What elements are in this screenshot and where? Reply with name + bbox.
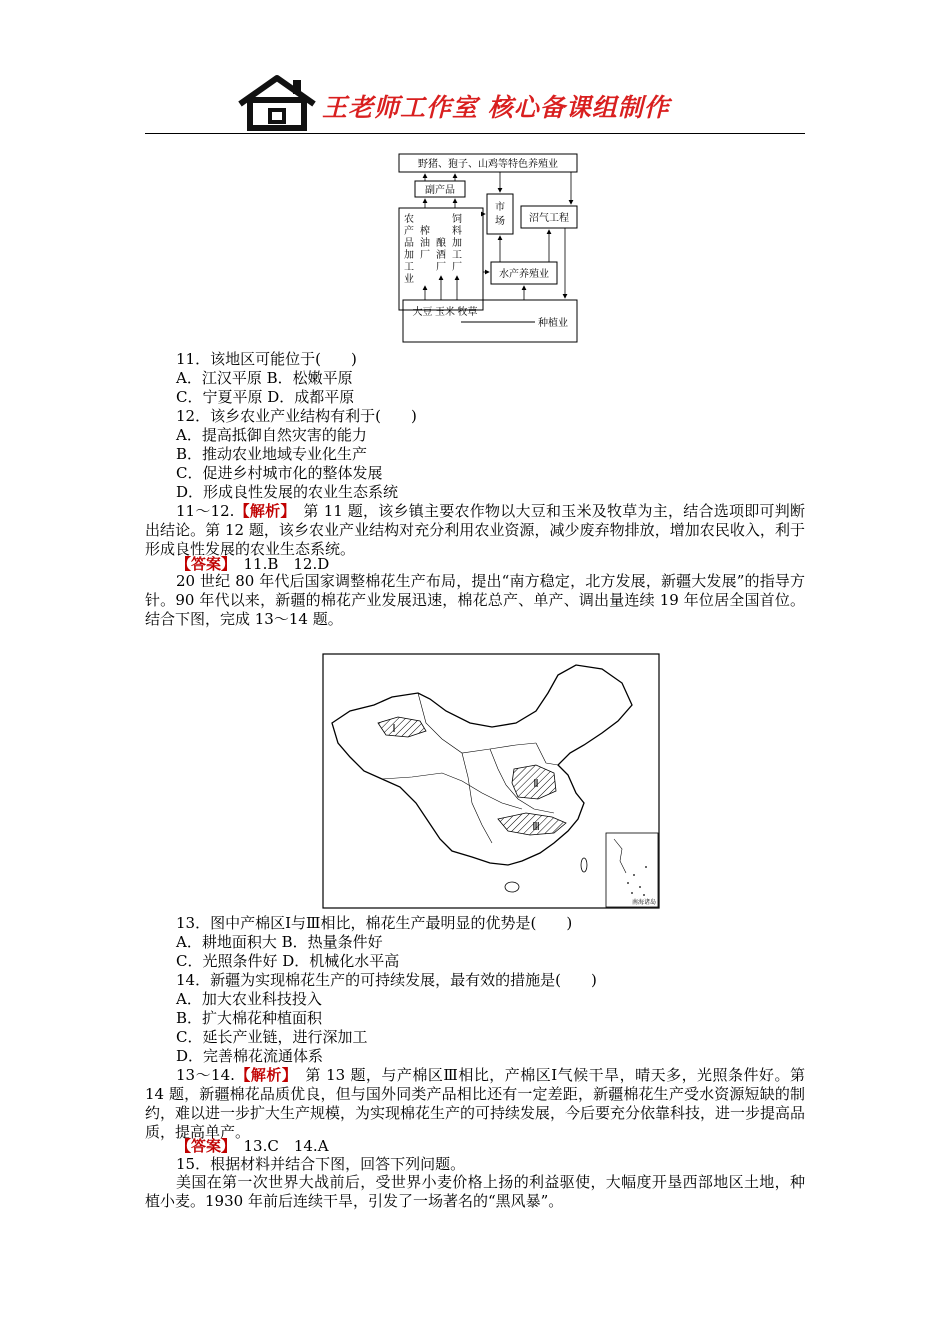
q13-stem: 13．图中产棉区Ⅰ与Ⅲ相比，棉花生产最明显的优势是( ) bbox=[176, 914, 573, 932]
flow-brew bbox=[436, 236, 446, 273]
q11-options-cd: C．宁夏平原 D．成都平原 bbox=[176, 388, 355, 406]
q14-option-b: B．扩大棉花种植面积 bbox=[176, 1009, 323, 1027]
header-brand: 王老师工作室 核心备课组制作 bbox=[322, 93, 670, 122]
q14-option-d: D．完善棉花流通体系 bbox=[176, 1047, 324, 1065]
svg-text:厂: 厂 bbox=[452, 262, 462, 273]
svg-text:场: 场 bbox=[495, 216, 505, 227]
svg-text:工: 工 bbox=[452, 250, 462, 261]
svg-text:产: 产 bbox=[404, 226, 414, 237]
analysis-tag-2: 【解析】 bbox=[234, 1066, 290, 1084]
svg-text:饲: 饲 bbox=[452, 214, 462, 225]
svg-text:榨: 榨 bbox=[420, 226, 430, 237]
svg-text:品: 品 bbox=[404, 238, 414, 249]
svg-text:农: 农 bbox=[404, 214, 414, 225]
svg-text:酒: 酒 bbox=[436, 250, 446, 261]
q12-option-b: B．推动农业地域专业化生产 bbox=[176, 445, 368, 463]
q14-option-c: C．延长产业链，进行深加工 bbox=[176, 1028, 368, 1046]
flow-biogas: 沼气工程 bbox=[529, 213, 569, 224]
q15-stem: 15．根据材料并结合下图，回答下列问题。 bbox=[176, 1155, 466, 1173]
q12-stem: 12．该乡农业产业结构有利于( ) bbox=[176, 407, 417, 425]
q15-material: 美国在第一次世界大战前后，受世界小麦价格上扬的利益驱使，大幅度开垦西部地区土地，种植小麦。1930 年前后连续干旱，引发了一场著名的“黑风暴”。 bbox=[145, 1173, 805, 1210]
flow-byproduct: 副产品 bbox=[425, 185, 455, 196]
svg-text:加: 加 bbox=[452, 238, 462, 249]
q11-options-ab: A．江汉平原 B．松嫩平原 bbox=[176, 369, 353, 387]
zone-3-label: Ⅲ bbox=[532, 821, 540, 833]
svg-text:市: 市 bbox=[495, 202, 505, 213]
q12-option-a: A．提高抵御自然灾害的能力 bbox=[176, 426, 367, 444]
flow-agri-proc bbox=[404, 212, 414, 285]
material-cotton: 20 世纪 80 年代后国家调整棉花生产布局，提出“南方稳定，北方发展，新疆大发展”的指导方针。90 年代以来，新疆的棉花产业发展迅速，棉花总产、单产、调出量连续 19 年位居全国首位。结合下图，完成 13～14 题。 bbox=[145, 572, 805, 628]
q12-option-d: D．形成良性发展的农业生态系统 bbox=[176, 483, 399, 501]
analysis-11-12: 11～12.【解析】 第 11 题，该乡镇主要农作物以大豆和玉米及牧草为主，结合选项即可判断出结论。第 12 题，该乡农业产业结构对充分利用农业资源，减少废弃物排放，增加农民收入，利于形成良性发展的农业生态系统。 bbox=[145, 502, 805, 558]
flow-oil bbox=[420, 224, 430, 261]
answer-13-14: 【答案】 13.C 14.A bbox=[176, 1137, 329, 1155]
q11-stem: 11．该地区可能位于( ) bbox=[176, 350, 357, 368]
svg-text:工: 工 bbox=[404, 262, 414, 273]
q12-option-c: C．促进乡村城市化的整体发展 bbox=[176, 464, 383, 482]
answer-tag-2: 【答案】 bbox=[176, 1137, 229, 1155]
zone-1-label: Ⅰ bbox=[392, 723, 396, 735]
svg-text:厂: 厂 bbox=[420, 250, 430, 261]
svg-text:加: 加 bbox=[404, 250, 414, 261]
answer-tag: 【答案】 bbox=[176, 555, 229, 573]
svg-text:酿: 酿 bbox=[436, 238, 446, 249]
flow-feed bbox=[452, 213, 462, 273]
zone-2-label: Ⅱ bbox=[533, 778, 539, 790]
flow-crops: 大豆 玉米 牧草 bbox=[412, 307, 478, 318]
analysis-tag: 【解析】 bbox=[234, 502, 289, 520]
inset-label: 南海诸岛 bbox=[631, 900, 657, 906]
china-cotton-map bbox=[322, 653, 660, 909]
q14-option-a: A．加大农业科技投入 bbox=[176, 990, 322, 1008]
svg-text:业: 业 bbox=[404, 274, 414, 285]
svg-text:油: 油 bbox=[420, 238, 430, 249]
answer-11-12: 【答案】 11.B 12.D bbox=[176, 555, 330, 573]
flow-market bbox=[495, 200, 505, 227]
header-rule bbox=[145, 133, 805, 134]
svg-text:厂: 厂 bbox=[436, 262, 446, 273]
q13-options-cd: C．光照条件好 D．机械化水平高 bbox=[176, 952, 400, 970]
q13-options-ab: A．耕地面积大 B．热量条件好 bbox=[176, 933, 383, 951]
svg-text:料: 料 bbox=[452, 226, 462, 237]
house-icon bbox=[236, 74, 318, 132]
flow-top: 野猪、狍子、山鸡等特色养殖业 bbox=[418, 159, 558, 170]
agriculture-flow-diagram bbox=[395, 150, 585, 345]
q14-stem: 14．新疆为实现棉花生产的可持续发展，最有效的措施是( ) bbox=[176, 971, 597, 989]
flow-aqua: 水产养殖业 bbox=[499, 269, 549, 280]
flow-planting: 种植业 bbox=[538, 318, 568, 329]
analysis-13-14: 13～14.【解析】 第 13 题，与产棉区Ⅲ相比，产棉区Ⅰ气候干旱，晴天多，光照条件好。第 14 题，新疆棉花品质优良，但与国外同类产品相比还有一定差距，新疆棉花生产受水资源短缺的制约，难以进一步扩大生产规模，为实现棉花生产的可持续发展，今后要充分依靠科技，进一步提高品质，提高单产。 bbox=[145, 1066, 806, 1141]
